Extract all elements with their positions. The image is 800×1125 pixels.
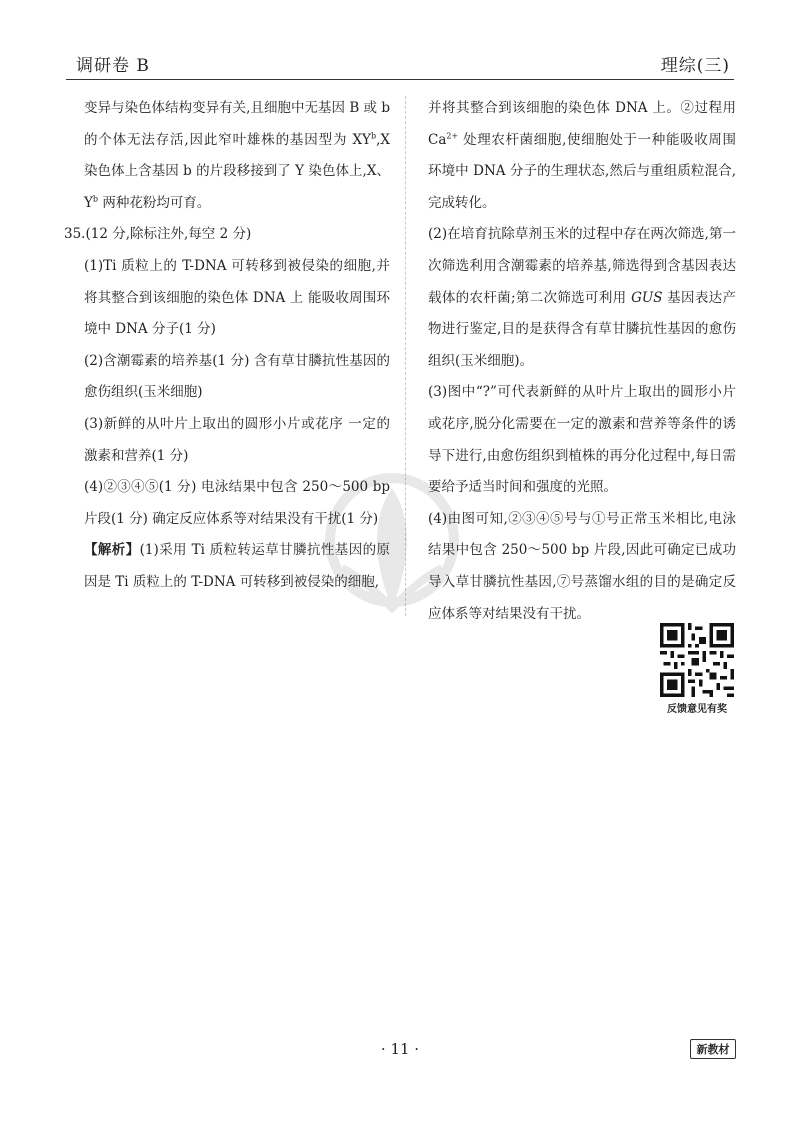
qr-code-icon[interactable] — [660, 623, 734, 697]
header-right-title: 理综(三) — [660, 56, 730, 76]
right-paragraph-3: (3)图中“?”可代表新鲜的从叶片上取出的圆形小片或花序,脱分化需要在一定的激素和营养等条件的诱导下进行,由愈伤组织到植株的再分化过程中,每日需要给予适当时间和强度的光照。 — [428, 384, 736, 496]
page-header — [76, 44, 730, 76]
header-rule — [66, 79, 734, 80]
header-left-title: 调研卷 B — [76, 56, 150, 76]
right-paragraph-4: (4)由图可知,②③④⑤号与①号正常玉米相比,电泳结果中包含 250～500 bp 片段,因此可确定已成功导入草甘膦抗性基因,⑦号蒸馏水组的目的是确定反应体系等对结果没有干扰。 — [428, 510, 736, 622]
right-paragraph-2 — [428, 219, 736, 377]
question-35-heading: 35.(12 分,除标注外,每空 2 分) — [64, 226, 252, 243]
text-run: 并将其整合到该细胞的染色体 DNA 上。②过程用 Ca — [428, 100, 736, 148]
analysis-paragraph — [84, 535, 390, 598]
text-run: 基因表达产物进行鉴定,目的是获得含有草甘膦抗性基因的愈伤组织(玉米细胞)。 — [428, 289, 736, 369]
answer-2: (2)含潮霉素的培养基(1 分) 含有草甘膦抗性基因的愈伤组织(玉米细胞) — [84, 352, 390, 401]
text-run: 两种花粉均可育。 — [98, 194, 211, 211]
right-paragraph-1 — [428, 93, 736, 219]
text-run: 变异与染色体结构变异有关,且细胞中无基因 B 或 b 的个体无法存活,因此窄叶雄株的基因型为 XY — [84, 100, 390, 148]
text-run: 处理农杆菌细胞,使细胞处于一种能吸收周围环境中 DNA 分子的生理状态,然后与重组质粒混合,完成转化。 — [428, 131, 736, 211]
answer-4: (4)②③④⑤(1 分) 电泳结果中包含 250～500 bp 片段(1 分) 确定反应体系等对结果没有干扰(1 分) — [84, 479, 390, 527]
superscript: b — [370, 131, 377, 141]
qr-caption: 反馈意见有奖 — [667, 704, 727, 715]
new-textbook-badge: 新教材 — [690, 1039, 736, 1059]
analysis-text: (1)采用 Ti 质粒转运草甘膦抗性基因的原因是 Ti 质粒上的 T-DNA 可转移到被侵染的细胞, — [84, 542, 391, 590]
left-column — [64, 93, 391, 599]
superscript: b — [92, 194, 99, 204]
answer-3: (3)新鲜的从叶片上取出的圆形小片或花序 一定的激素和营养(1 分) — [84, 415, 390, 464]
text-run: ,X 染色体上含基因 b 的片段移接到了 Y 染色体上,X、Y — [84, 131, 390, 211]
right-column — [428, 93, 736, 630]
italic-gene-name: GUS — [631, 289, 663, 306]
analysis-label: 【解析】 — [84, 542, 140, 559]
superscript: 2+ — [446, 131, 459, 141]
text-run: (2)在培育抗除草剂玉米的过程中存在两次筛选,第一次筛选利用含潮霉素的培养基,筛选得到含基因表达载体的农杆菌;第二次筛选可利用 — [428, 226, 736, 306]
left-paragraph-1 — [84, 93, 390, 219]
answer-1: (1)Ti 质粒上的 T-DNA 可转移到被侵染的细胞,并将其整合到该细胞的染色体 DNA 上 能吸收周围环境中 DNA 分子(1 分) — [84, 257, 390, 338]
page-number: · 11 · — [380, 1040, 420, 1058]
